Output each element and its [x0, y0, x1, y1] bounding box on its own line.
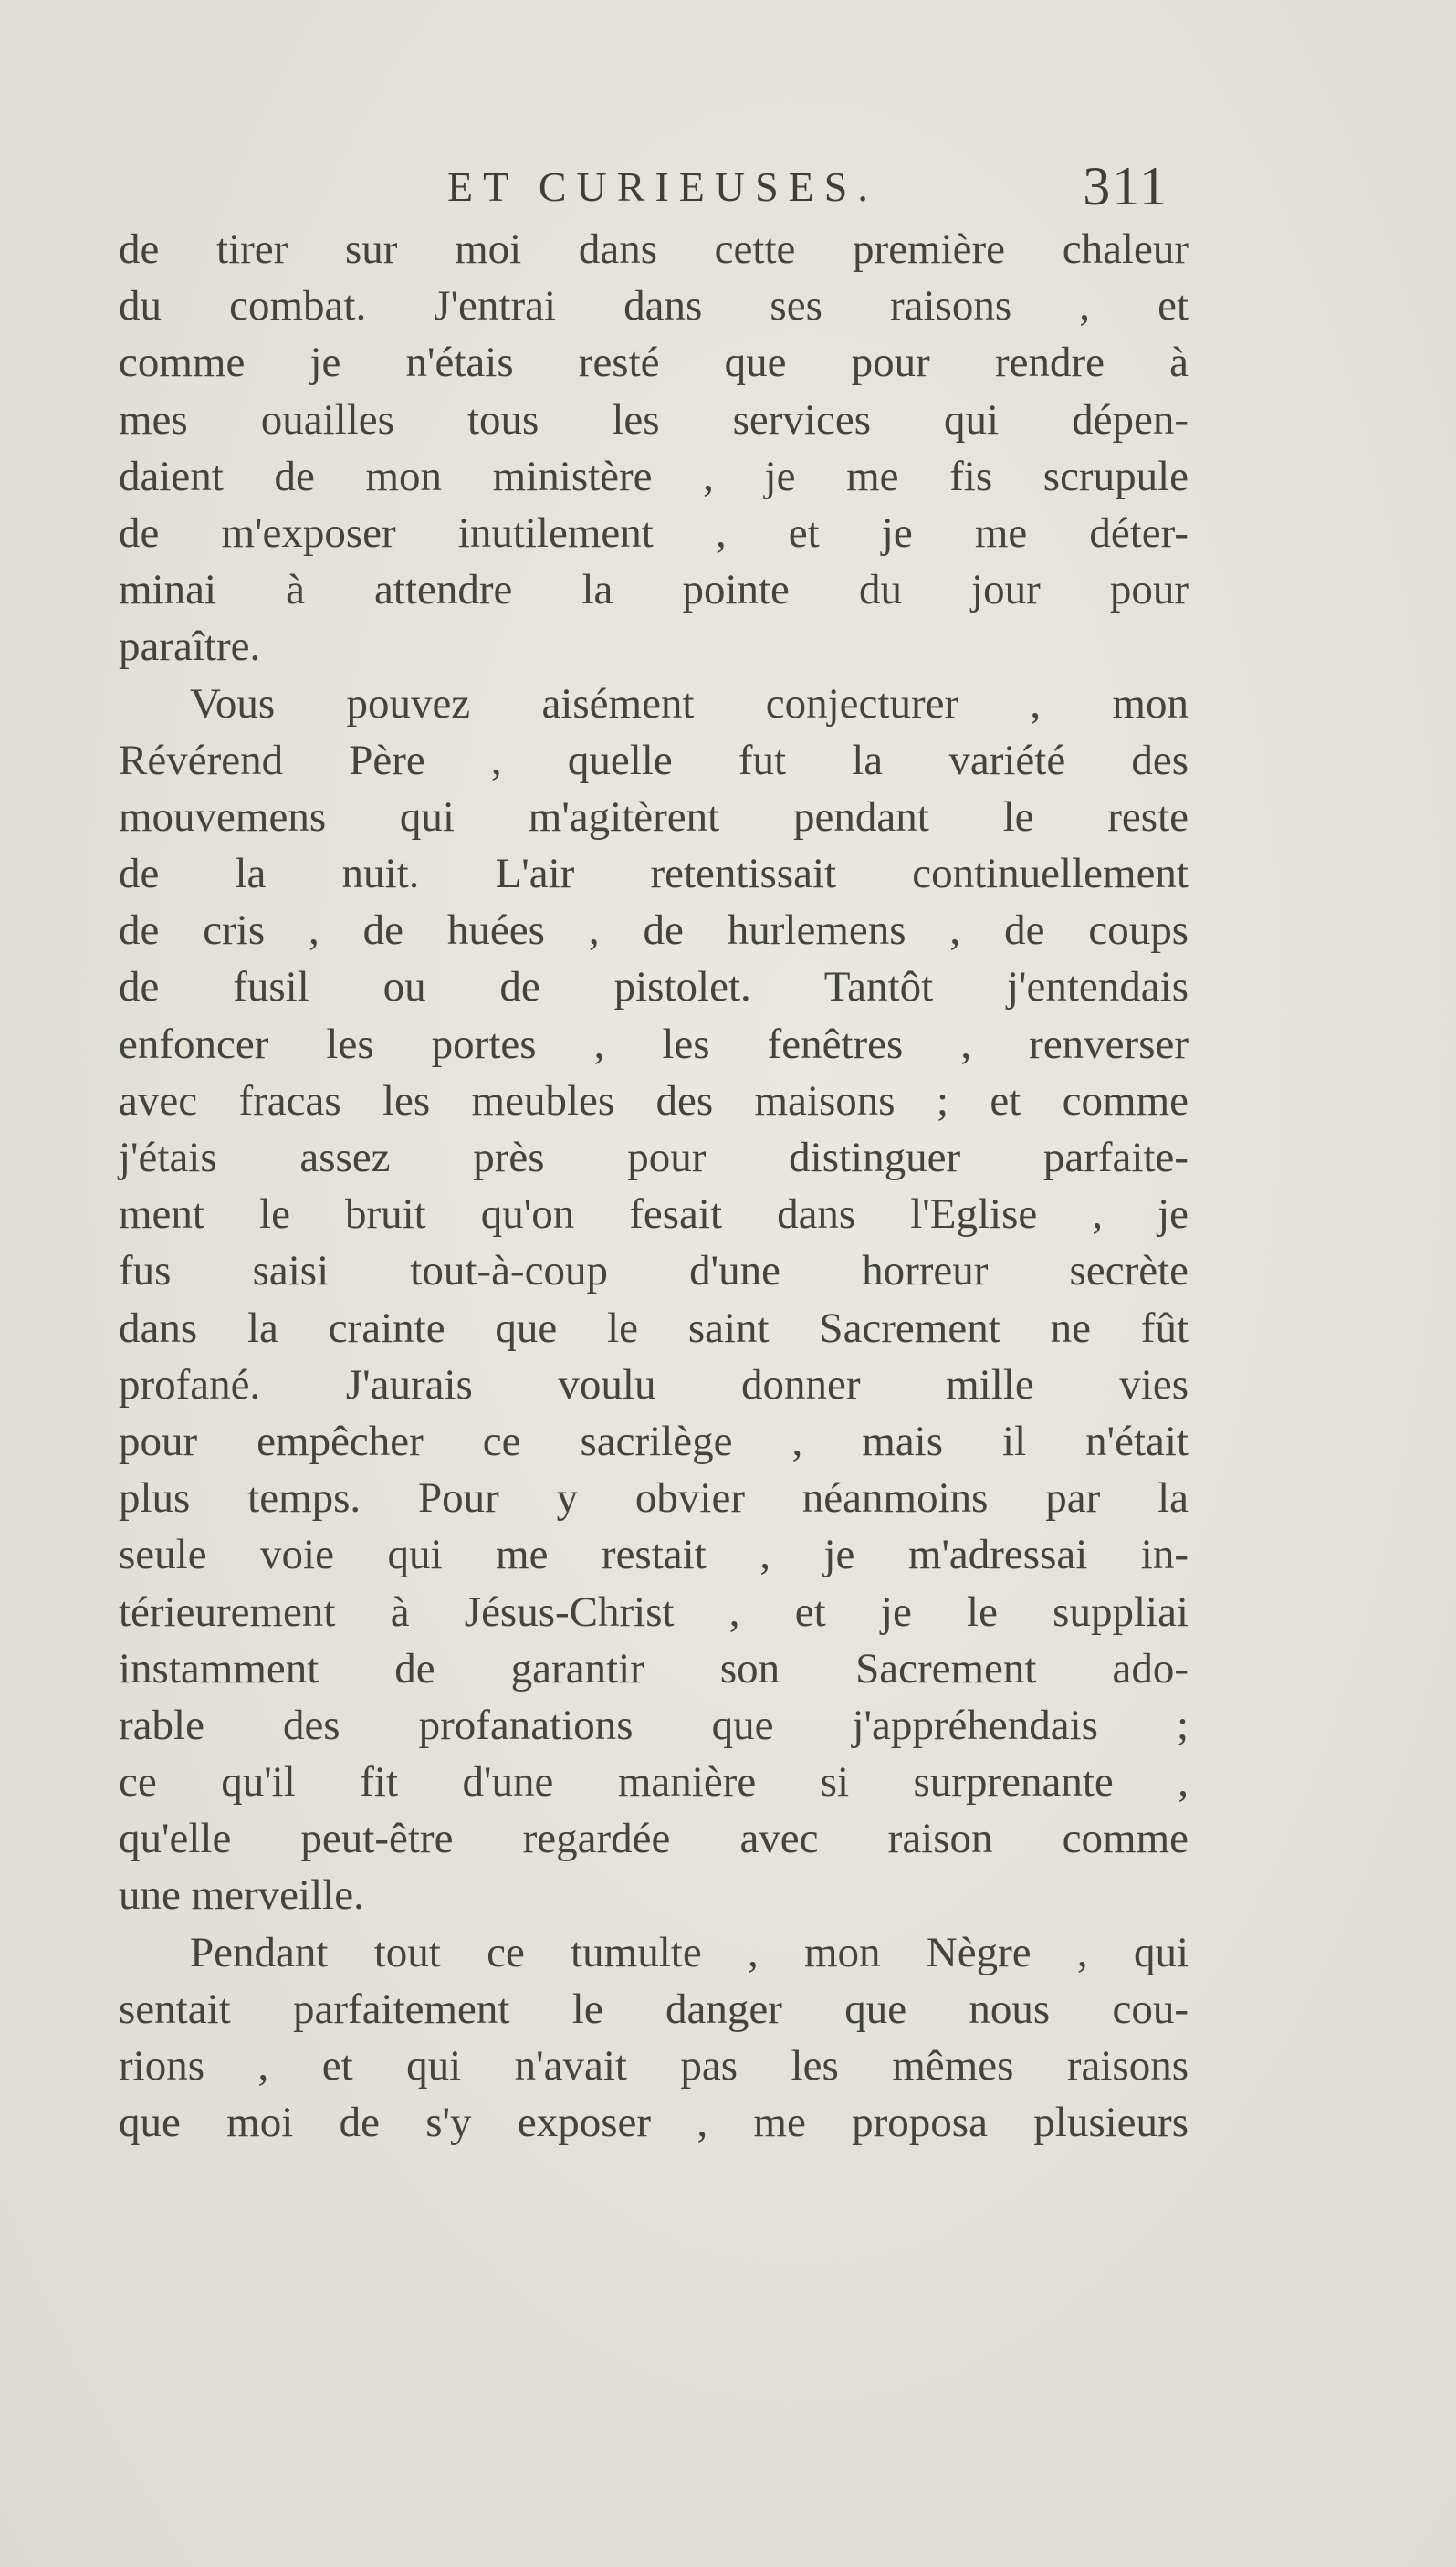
paragraph-first-line: Pendant tout ce tumulte , mon Nègre , qui [190, 1928, 1189, 1976]
text-line: pour empêcher ce sacrilège , mais il n'était [119, 1417, 1189, 1465]
page-header [164, 156, 1168, 226]
text-line: mouvemens qui m'agitèrent pendant le reste [119, 792, 1189, 841]
text-line: Révérend Père , quelle fut la variété des [119, 736, 1189, 784]
text-line: de la nuit. L'air retentissait continuellement [119, 850, 1189, 898]
text-line: minai à attendre la pointe du jour pour [119, 566, 1189, 614]
text-line: paraître. [119, 623, 261, 671]
text-line: ment le bruit qu'on fesait dans l'Eglise , je [119, 1190, 1189, 1239]
text-line: seule voie qui me restait , je m'adressai in- [119, 1531, 1189, 1579]
text-line: fus saisi tout-à-coup d'une horreur secrète [119, 1247, 1189, 1295]
text-line: que moi de s'y exposer , me proposa plusieurs [119, 2099, 1189, 2147]
text-line: j'étais assez près pour distinguer parfaite- [119, 1134, 1189, 1181]
text-line: qu'elle peut-être regardée avec raison comme [119, 1815, 1189, 1863]
text-line: ce qu'il fit d'une manière si surprenante , [119, 1758, 1189, 1807]
running-title: ET CURIEUSES. [447, 163, 878, 210]
text-line: de m'exposer inutilement , et je me déter- [119, 508, 1189, 557]
text-line: enfoncer les portes , les fenêtres , renverser [119, 1020, 1189, 1068]
text-line: daient de mon ministère , je me fis scrupule [119, 452, 1189, 500]
text-line: de cris , de huées , de hurlemens , de coups [119, 906, 1189, 955]
text-line: mes ouailles tous les services qui dépen- [119, 395, 1189, 444]
text-line: plus temps. Pour y obvier néanmoins par la [119, 1474, 1189, 1523]
text-line: sentait parfaitement le danger que nous cou- [119, 1985, 1189, 2033]
text-line: de tirer sur moi dans cette première chaleur [119, 225, 1189, 273]
text-line: dans la crainte que le saint Sacrement ne fût [119, 1304, 1189, 1352]
text-line: instamment de garantir son Sacrement ado- [119, 1644, 1189, 1692]
text-line: rable des profanations que j'appréhendais ; [119, 1701, 1189, 1749]
text-line: de fusil ou de pistolet. Tantôt j'entendais [119, 963, 1189, 1011]
text-line: avec fracas les meubles des maisons ; et comme [119, 1076, 1189, 1125]
body-text [119, 221, 1189, 2151]
text-line: une merveille. [119, 1871, 364, 1920]
text-line: comme je n'étais resté que pour rendre à [119, 339, 1189, 387]
text-line: profané. J'aurais voulu donner mille vies [119, 1360, 1189, 1409]
text-line: rions , et qui n'avait pas les mêmes raisons [119, 2042, 1189, 2090]
text-line: térieurement à Jésus-Christ , et je le suppliai [119, 1587, 1189, 1636]
page-number: 311 [1083, 156, 1168, 216]
paragraph-first-line: Vous pouvez aisément conjecturer , mon [190, 679, 1189, 728]
text-line: du combat. J'entrai dans ses raisons , et [119, 282, 1189, 330]
